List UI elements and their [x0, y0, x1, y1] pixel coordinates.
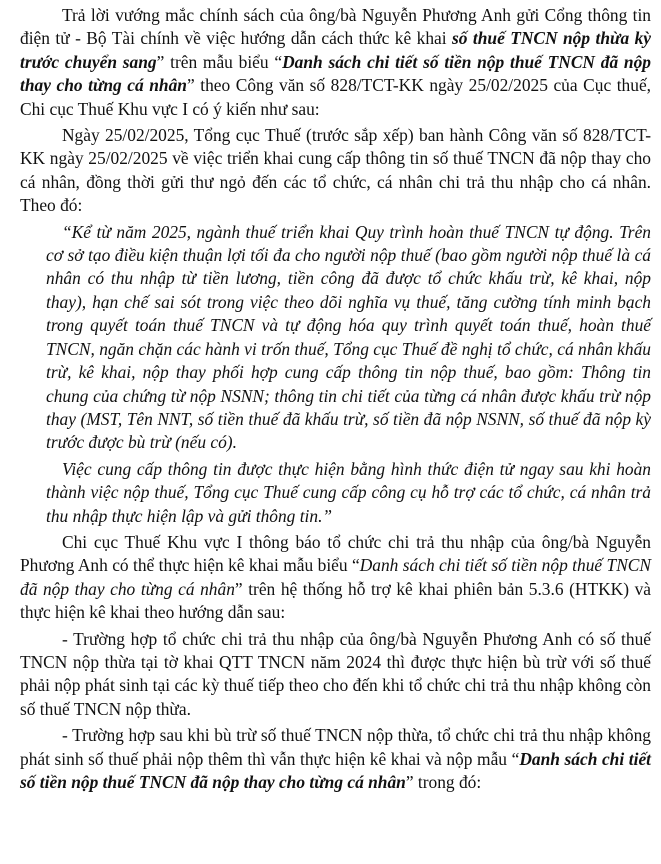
intro-paragraph [20, 4, 651, 121]
notice-paragraph [20, 531, 651, 625]
notice-text: Chi cục Thuế Khu vực I thông báo tổ chức chi trả thu nhập của ông/bà Nguyễn Phương Anh có thể thực hiện kê khai mẫu biểu “ [20, 531, 651, 576]
intro-text: Trả lời vướng mắc chính sách của ông/bà Nguyễn Phương Anh gửi Cổng thông tin điện tử - Bộ Tài chính về việc hướng dẫn cách thức kê khai [20, 5, 651, 49]
intro-text-3: ” theo Công văn số 828/TCT-KK ngày 25/02/2025 của Cục thuế, Chi cục Thuế Khu vực I có ý kiến như sau: [20, 75, 652, 119]
bullet-2-text-2: ” trong đó: [405, 772, 482, 792]
intro-emphasis-form: Danh sách chi tiết số tiền nộp thuế TNCN đã nộp thay cho từng cá nhân [20, 51, 651, 96]
bullet-2-emphasis-form: Danh sách chi tiết số tiền nộp thuế TNCN đã nộp thay cho từng cá nhân [20, 748, 651, 792]
quote-paragraph-1: “Kể từ năm 2025, ngành thuế triển khai Quy trình hoàn thuế TNCN tự động. Trên cơ sở tạo điều kiện thuận lợi tối đa cho người nộp thuế (bao gồm người nộp thuế là cá nhân có thu nhập từ tiền lương, tiền công đã được tổ chức khấu trừ, kê khai, nộp thay), hạn chế sai sót trong việc theo dõi nghĩa vụ thuế, tăng cường tính minh bạch trong quyết toán thuế TNCN và tự động hóa quy trình quyết toán thuế, hoàn thuế TNCN, ngăn chặn các hành vi trốn thuế, Tổng cục Thuế đề nghị tổ chức, cá nhân khấu trừ, kê khai, nộp thay phối hợp cung cấp thông tin nộp thuế, bao gồm: Thông tin chung của chứng từ nộp NSNN; thông tin chi tiết của từng cá nhân được khấu trừ nộp thay (MST, Tên NNT, số tiền thuế đã khấu trừ, số tiền đã nộp NSNN, số thuế đã nộp kỳ trước được bù trừ (nếu có). [46, 221, 651, 453]
bullet-item-2 [20, 724, 651, 794]
intro-emphasis-tax: số thuế TNCN nộp thừa kỳ trước chuyển sang [20, 28, 651, 72]
intro-text-2: ” trên mẫu biểu “ [156, 51, 283, 72]
context-paragraph: Ngày 25/02/2025, Tổng cục Thuế (trước sắp xếp) ban hành Công văn số 828/TCT-KK ngày 25/02/2025 về việc triển khai cung cấp thông tin số thuế TNCN đã nộp thay cho cá nhân, đồng thời gửi thư ngỏ đến các tổ chức, cá nhân chi trả thu nhập cho cá nhân. Theo đó: [20, 125, 651, 216]
quote-paragraph-2: Việc cung cấp thông tin được thực hiện bằng hình thức điện tử ngay sau khi hoàn thành việc nộp thuế, Tổng cục Thuế cung cấp công cụ hỗ trợ các tổ chức, cá nhân trả thu nhập thực hiện lập và gửi thông tin.” [46, 458, 651, 526]
bullet-item-1: - Trường hợp tổ chức chi trả thu nhập của ông/bà Nguyễn Phương Anh có số thuế TNCN nộp thừa tại tờ khai QTT TNCN năm 2024 thì được thực hiện bù trừ với số thuế phải nộp phát sinh tại các kỳ thuế tiếp theo cho đến khi tổ chức chi trả thu nhập không còn số thuế TNCN nộp thừa. [20, 628, 651, 719]
bullet-2-text: - Trường hợp sau khi bù trừ số thuế TNCN nộp thừa, tổ chức chi trả thu nhập không phát sinh số thuế phải nộp thêm thì vẫn thực hiện kê khai và nộp mẫu “ [20, 725, 651, 769]
notice-text-2: ” trên hệ thống hỗ trợ kê khai phiên bản 5.3.6 (HTKK) và thực hiện kê khai theo hướng dẫn sau: [20, 578, 651, 623]
notice-emphasis-form: Danh sách chi tiết số tiền nộp thuế TNCN đã nộp thay cho từng cá nhân [20, 555, 651, 599]
